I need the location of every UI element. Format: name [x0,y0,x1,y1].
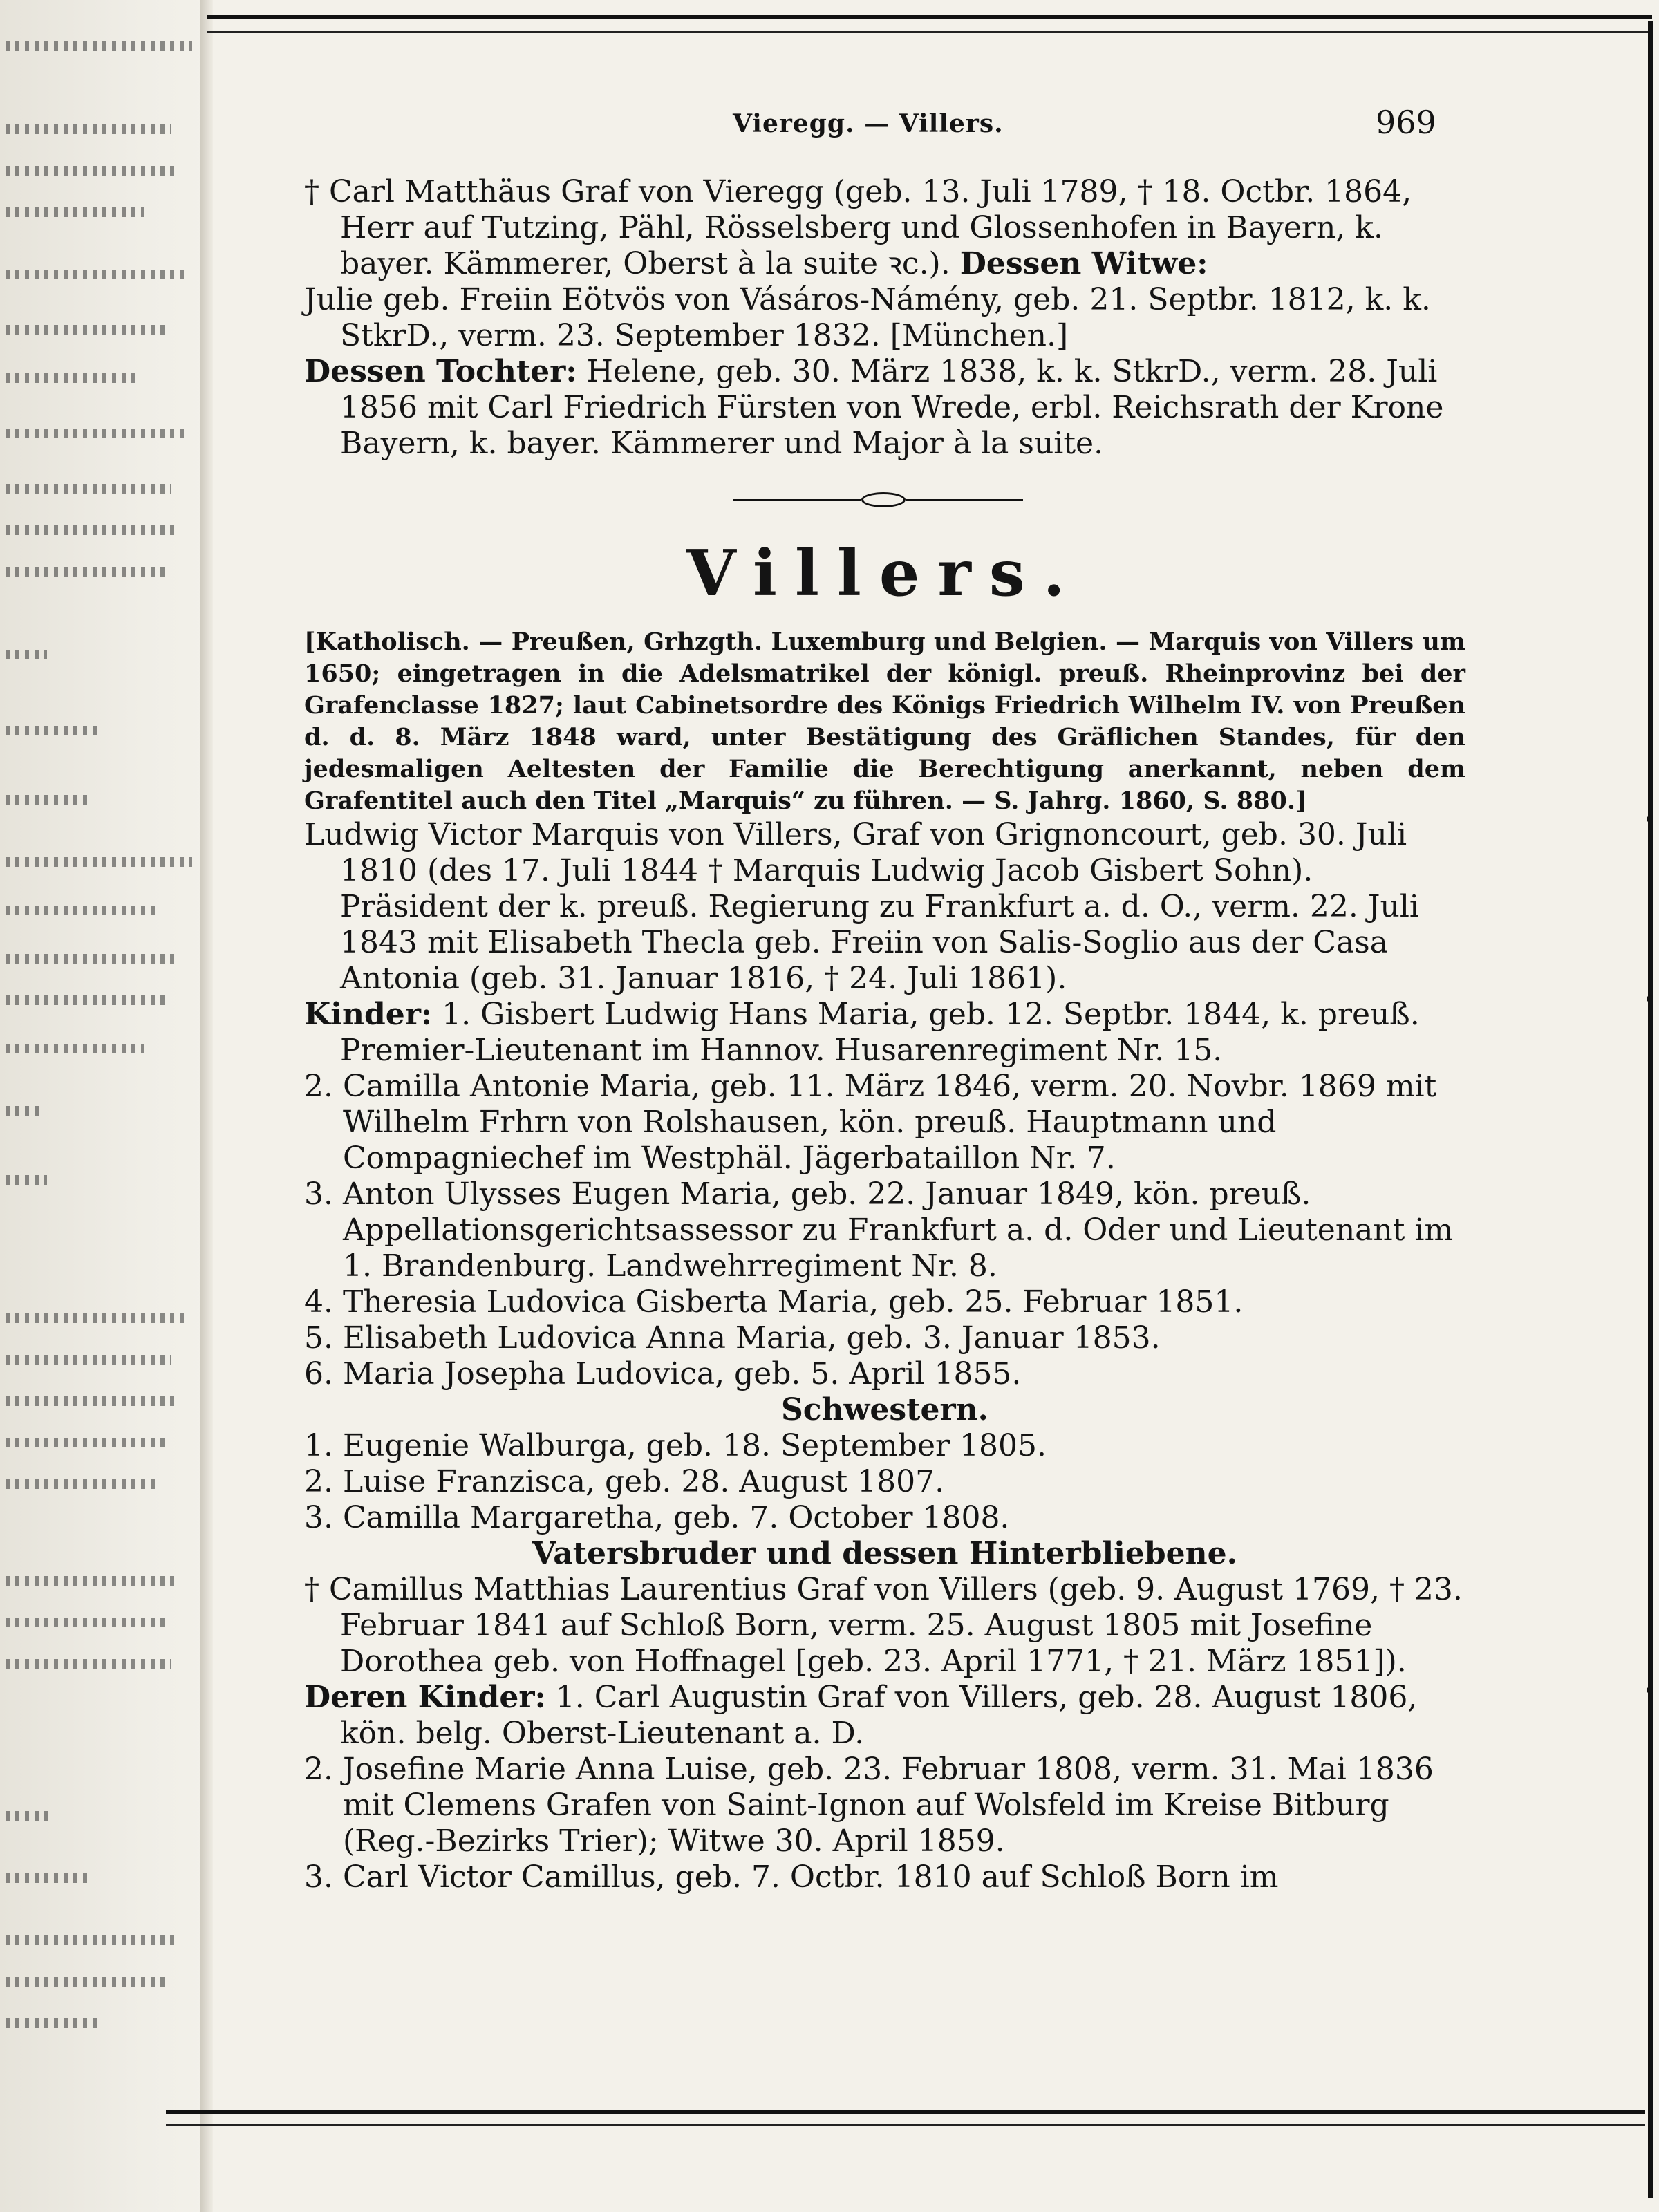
bleed-text-line [6,166,178,176]
cousin-entry: 3. Carl Victor Camillus, geb. 7. Octbr. 1810 auf Schloß Born im [304,1859,1279,1895]
bleed-text-line [6,1175,47,1185]
cousin-entry: 1. Carl Augustin Graf von Villers, geb. 28. August 1806, kön. belg. Oberst-Lieutenant a. D. [340,1680,1418,1751]
page-right-edge [1648,21,1653,2198]
section-title-villers: Villers. [686,536,1083,610]
bleed-text-line [6,567,165,577]
page-top-rule [207,15,1652,33]
bleed-text-line [6,41,192,51]
bleed-text-line [6,1044,144,1053]
bleed-text-line [6,1438,165,1447]
children-label: Kinder: [304,997,433,1032]
scan-speck [1647,995,1653,1002]
bleed-text-line [6,795,88,805]
vieregg-daughter-entry [304,354,1465,462]
uncle-heading: Vatersbruder und dessen Hinterbliebene. [532,1536,1237,1571]
uncle-children-block [304,1680,1465,1752]
bleed-text-line [6,325,165,335]
villers-intro: [Katholisch. — Preußen, Grhzgth. Luxemburg und Belgien. — Marquis von Villers um 1650; eingetragen in die Adelsmatrikel der königl. preuß. Rheinprovinz bei der Grafenclasse 1827; laut Cabinetsordre des Königs Friedrich Wilhelm IV. von Preußen d. d. 8. März 1848 ward, unter Bestätigung des Gräflichen Standes, für den jedesmaligen Aeltesten der Familie die Berechtigung anerkannt, neben dem Grafentitel auch den Titel „Marquis“ zu führen. — S. Jahrg. 1860, S. 880.] [304,628,1465,815]
bleed-text-line [6,373,137,383]
vieregg-widow: Julie geb. Freiin Eötvös von Vásáros-Námény, geb. 21. Septbr. 1812, k. k. StkrD., verm. 23. September 1832. [München.] [304,282,1431,353]
bleed-text-line [6,1977,165,1987]
bleed-text-line [6,2018,102,2028]
sisters-heading: Schwestern. [780,1392,988,1427]
bleed-text-line [6,525,178,535]
bleed-text-line [6,1396,178,1406]
widow-label: Dessen Witwe: [959,246,1208,281]
bleed-text-line [6,1811,54,1821]
vieregg-entry [304,174,1465,282]
sister-entry: 1. Eugenie Walburga, geb. 18. September 1805. [304,1428,1047,1463]
bleed-text-line [6,1106,40,1116]
bleed-text-line [6,207,144,217]
child-entry: 2. Camilla Antonie Maria, geb. 11. März 1846, verm. 20. Novbr. 1869 mit Wilhelm Frhrn von Rolshausen, kön. preuß. Hauptmann und Compagniechef im Westphäl. Jägerbataillon Nr. 7. [304,1069,1437,1176]
vieregg-main: † Carl Matthäus Graf von Vieregg (geb. 13. Juli 1789, † 18. Octbr. 1864, Herr auf Tutzing, Pähl, Rösselsberg und Glossenhofen in Bayern, k. bayer. Kämmerer, Oberst à la suite ꝛc.). [304,174,1412,281]
bleed-text-line [6,995,165,1005]
daughter-text: Helene, geb. 30. März 1838, k. k. StkrD., verm. 28. Juli 1856 mit Carl Friedrich Fürsten von Wrede, erbl. Reichsrath der Krone Bayern, k. bayer. Kämmerer und Major à la suite. [340,354,1444,461]
bleed-text-line [6,1936,178,1945]
villers-head-entry: Ludwig Victor Marquis von Villers, Graf von Grignoncourt, geb. 30. Juli 1810 (des 17. Juli 1844 † Marquis Ludwig Jacob Gisbert Sohn). Präsident der k. preuß. Regierung zu Frankfurt a. d. O., verm. 22. Juli 1843 mit Elisabeth Thecla geb. Freiin von Salis-Soglio aus der Casa Antonia (geb. 31. Januar 1816, † 24. Juli 1861). [304,817,1419,996]
bleed-text-line [6,270,185,279]
bleed-text-line [6,857,192,867]
bleed-text-line [6,726,102,735]
sister-entry: 2. Luise Franzisca, geb. 28. August 1807. [304,1464,945,1499]
bleed-text-line [6,484,171,494]
child-entry: 5. Elisabeth Ludovica Anna Maria, geb. 3. Januar 1853. [304,1320,1161,1356]
child-entry: 6. Maria Josepha Ludovica, geb. 5. April 1855. [304,1356,1022,1391]
cousin-entry: 2. Josefine Marie Anna Luise, geb. 23. Februar 1808, verm. 31. Mai 1836 mit Clemens Grafen von Saint-Ignon auf Wolsfeld im Kreise Bitburg (Reg.-Bezirks Trier); Witwe 30. April 1859. [304,1752,1434,1859]
bleed-text-line [6,429,185,438]
scan-speck [1647,816,1653,823]
facing-page-bleed [0,0,207,2212]
section-separator [304,485,1465,514]
child-entry: 4. Theresia Ludovica Gisberta Maria, geb. 25. Februar 1851. [304,1284,1244,1320]
bleed-text-line [6,1618,165,1627]
bleed-text-line [6,1659,171,1669]
bleed-text-line [6,1313,185,1323]
book-gutter [200,0,213,2212]
bleed-text-line [6,906,158,915]
page-body [304,174,1465,1895]
uncle-entry: † Camillus Matthias Laurentius Graf von Villers (geb. 9. August 1769, † 23. Februar 1841 auf Schloß Born, verm. 25. August 1805 mit Josefine Dorothea geb. von Hoffnagel [geb. 23. April 1771, † 21. März 1851]). [304,1572,1463,1679]
page-number: 969 [1376,104,1436,141]
his-children-label: Deren Kinder: [304,1680,546,1715]
bleed-text-line [6,650,47,659]
page-bottom-rule [166,2110,1645,2126]
separator-ornament [861,492,906,507]
bleed-text-line [6,1873,88,1883]
child-entry: 3. Anton Ulysses Eugen Maria, geb. 22. Januar 1849, kön. preuß. Appellationsgerichtsassessor zu Frankfurt a. d. Oder und Lieutenant im 1. Brandenburg. Landwehrregiment Nr. 8. [304,1177,1454,1284]
sister-entry: 3. Camilla Margaretha, geb. 7. October 1808. [304,1500,1010,1535]
child-entry: 1. Gisbert Ludwig Hans Maria, geb. 12. Septbr. 1844, k. preuß. Premier-Lieutenant im Hannov. Husarenregiment Nr. 15. [340,997,1420,1068]
bleed-text-line [6,1576,178,1586]
children-block [304,997,1465,1069]
bleed-text-line [6,1479,158,1489]
running-head: Vieregg. — Villers. [733,109,1004,138]
separator-line-right [906,499,1023,501]
bleed-text-line [6,1355,171,1365]
daughter-label: Dessen Tochter: [304,354,577,389]
bleed-text-line [6,124,171,134]
scan-speck [1647,1687,1653,1694]
bleed-text-line [6,954,178,964]
separator-line-left [733,499,861,501]
